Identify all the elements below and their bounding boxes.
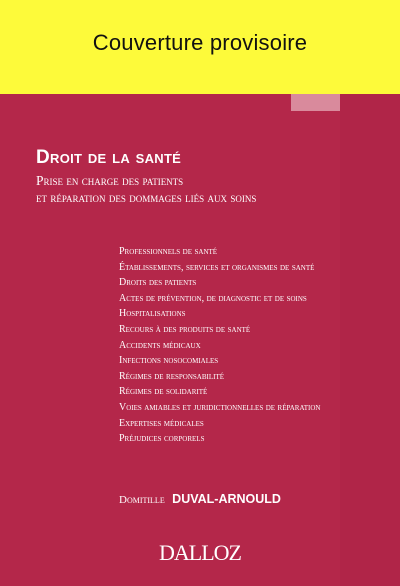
topic-item: Régimes de solidarité	[119, 386, 208, 398]
topic-item: Hospitalisations	[119, 308, 186, 320]
topics-list	[119, 244, 320, 447]
topic-item: Actes de prévention, de diagnostic et de soins	[119, 292, 307, 304]
book-title: Droit de la santé	[36, 147, 182, 168]
topic-item: Infections nosocomiales	[119, 355, 219, 367]
topic-item: Voies amiables et juridictionnelles de réparation	[119, 401, 321, 413]
cover-tab	[291, 94, 340, 111]
provisional-cover-banner	[0, 0, 400, 94]
topic-item: Préjudices corporels	[119, 433, 205, 445]
topic-item: Recours à des produits de santé	[119, 323, 251, 335]
author-name	[119, 490, 281, 508]
publisher-logo: DALLOZ	[159, 540, 241, 565]
author-last-name: DUVAL-ARNOULD	[172, 492, 281, 506]
subtitle-line: Prise en charge des patients	[36, 173, 184, 188]
book-subtitle	[36, 172, 256, 206]
topic-item: Professionnels de santé	[119, 246, 218, 257]
topic-item: Droits des patients	[119, 277, 197, 289]
banner-text: Couverture provisoire	[92, 30, 308, 55]
topic-item: Accidents médicaux	[119, 339, 201, 351]
cover-spine-strip	[340, 94, 400, 586]
subtitle-line: et réparation des dommages liés aux soins	[36, 190, 257, 205]
topic-item: Établissements, services et organismes de santé	[119, 261, 315, 273]
topic-item: Expertises médicales	[119, 417, 204, 429]
author-first-name: Domitille	[119, 494, 165, 506]
topic-item: Régimes de responsabilité	[119, 370, 225, 382]
